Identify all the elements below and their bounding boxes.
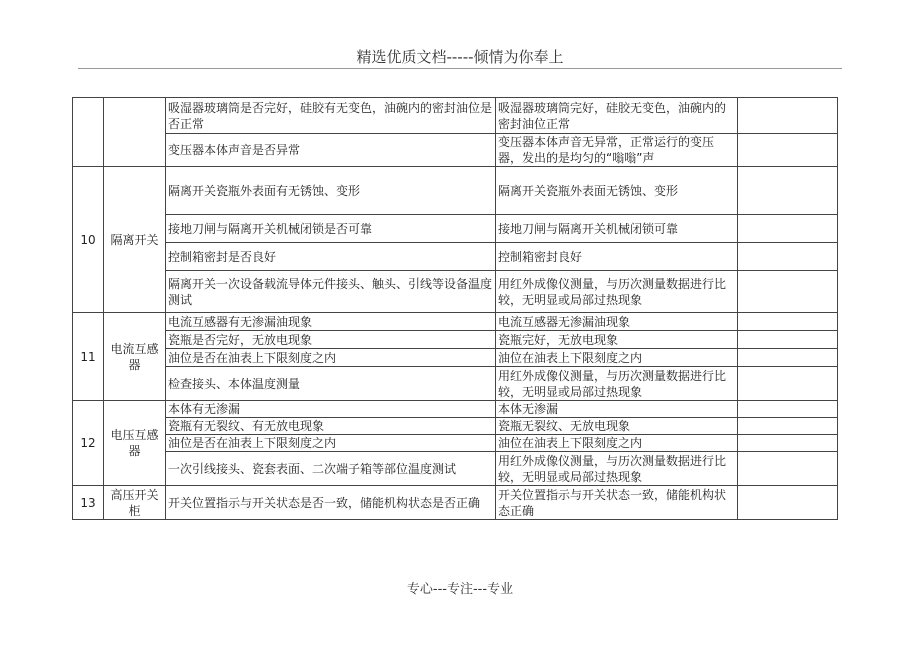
inspection-table [72, 97, 838, 520]
result-cell [738, 167, 838, 215]
table-row [73, 435, 838, 452]
equipment-cell: 隔离开关 [104, 167, 166, 313]
standard-cell: 用红外成像仪测量，与历次测量数据进行比较，无明显或局部过热现象 [496, 452, 738, 486]
standard-cell: 用红外成像仪测量，与历次测量数据进行比较，无明显或局部过热现象 [496, 367, 738, 401]
standard-cell: 本体无渗漏 [496, 401, 738, 418]
result-cell [738, 215, 838, 243]
check-item-cell: 油位是否在油表上下限刻度之内 [166, 349, 496, 367]
row-number-cell: 13 [73, 486, 104, 520]
table-row [73, 349, 838, 367]
standard-cell: 控制箱密封良好 [496, 243, 738, 271]
check-item-cell: 变压器本体声音是否异常 [166, 134, 496, 167]
table-row [73, 215, 838, 243]
standard-cell: 隔离开关瓷瓶外表面无锈蚀、变形 [496, 167, 738, 215]
table-row [73, 98, 838, 134]
check-item-cell: 开关位置指示与开关状态是否一致，储能机构状态是否正确 [166, 486, 496, 520]
table-row [73, 243, 838, 271]
check-item-cell: 瓷瓶有无裂纹、有无放电现象 [166, 418, 496, 435]
check-item-cell: 接地刀闸与隔离开关机械闭锁是否可靠 [166, 215, 496, 243]
standard-cell: 变压器本体声音无异常，正常运行的变压器，发出的是均匀的“嗡嗡”声 [496, 134, 738, 167]
result-cell [738, 349, 838, 367]
standard-cell: 瓷瓶完好，无放电现象 [496, 331, 738, 349]
result-cell [738, 452, 838, 486]
check-item-cell: 油位是否在油表上下限刻度之内 [166, 435, 496, 452]
result-cell [738, 243, 838, 271]
row-number-cell: 10 [73, 167, 104, 313]
table-row [73, 271, 838, 313]
table-row [73, 486, 838, 520]
check-item-cell: 本体有无渗漏 [166, 401, 496, 418]
standard-cell: 用红外成像仪测量，与历次测量数据进行比较，无明显或局部过热现象 [496, 271, 738, 313]
result-cell [738, 331, 838, 349]
page-header-title: 精选优质文档-----倾情为你奉上 [356, 48, 564, 66]
table-row [73, 167, 838, 215]
table-row [73, 134, 838, 167]
result-cell [738, 313, 838, 331]
standard-cell: 瓷瓶无裂纹、无放电现象 [496, 418, 738, 435]
header-divider [78, 68, 842, 69]
result-cell [738, 367, 838, 401]
result-cell [738, 98, 838, 134]
table-row [73, 452, 838, 486]
equipment-cell: 电压互感器 [104, 401, 166, 486]
result-cell [738, 435, 838, 452]
result-cell [738, 486, 838, 520]
row-number-cell [73, 98, 104, 167]
standard-cell: 接地刀闸与隔离开关机械闭锁可靠 [496, 215, 738, 243]
standard-cell: 开关位置指示与开关状态一致，储能机构状态正确 [496, 486, 738, 520]
standard-cell: 油位在油表上下限刻度之内 [496, 435, 738, 452]
check-item-cell: 检查接头、本体温度测量 [166, 367, 496, 401]
table-row [73, 331, 838, 349]
table-row [73, 367, 838, 401]
table-row [73, 418, 838, 435]
page-footer: 专心---专注---专业 [406, 582, 514, 597]
equipment-cell [104, 98, 166, 167]
row-number-cell: 11 [73, 313, 104, 401]
result-cell [738, 418, 838, 435]
result-cell [738, 271, 838, 313]
table-row [73, 313, 838, 331]
check-item-cell: 吸湿器玻璃筒是否完好，硅胶有无变色，油碗内的密封油位是否正常 [166, 98, 496, 134]
table-row [73, 401, 838, 418]
equipment-cell: 电流互感器 [104, 313, 166, 401]
check-item-cell: 一次引线接头、瓷套表面、二次端子箱等部位温度测试 [166, 452, 496, 486]
equipment-cell: 高压开关柜 [104, 486, 166, 520]
check-item-cell: 瓷瓶是否完好，无放电现象 [166, 331, 496, 349]
standard-cell: 吸湿器玻璃筒完好，硅胶无变色，油碗内的密封油位正常 [496, 98, 738, 134]
standard-cell: 油位在油表上下限刻度之内 [496, 349, 738, 367]
result-cell [738, 401, 838, 418]
result-cell [738, 134, 838, 167]
check-item-cell: 隔离开关瓷瓶外表面有无锈蚀、变形 [166, 167, 496, 215]
standard-cell: 电流互感器无渗漏油现象 [496, 313, 738, 331]
check-item-cell: 隔离开关一次设备载流导体元件接头、触头、引线等设备温度测试 [166, 271, 496, 313]
check-item-cell: 控制箱密封是否良好 [166, 243, 496, 271]
row-number-cell: 12 [73, 401, 104, 486]
check-item-cell: 电流互感器有无渗漏油现象 [166, 313, 496, 331]
